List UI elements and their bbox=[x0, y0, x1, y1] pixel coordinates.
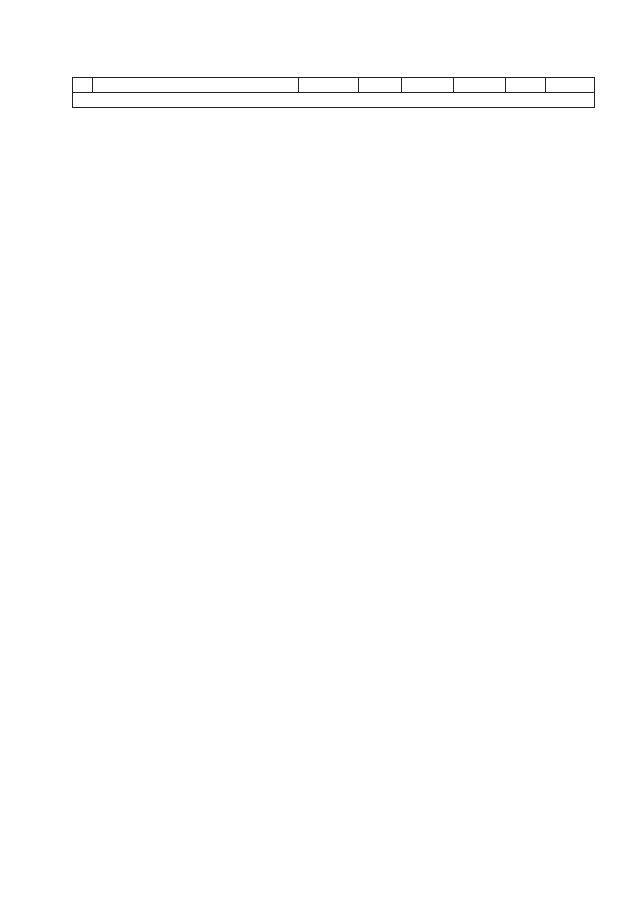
floor-row bbox=[73, 93, 595, 108]
column-header bbox=[506, 78, 546, 93]
floor-label bbox=[73, 93, 595, 108]
coordinates-table bbox=[72, 77, 595, 108]
column-header bbox=[93, 78, 299, 93]
column-header bbox=[546, 78, 595, 93]
column-header bbox=[402, 78, 454, 93]
column-header bbox=[299, 78, 359, 93]
floor-divider bbox=[73, 93, 595, 108]
column-header bbox=[359, 78, 402, 93]
column-header bbox=[73, 78, 93, 93]
column-header bbox=[454, 78, 506, 93]
header-row bbox=[73, 78, 595, 93]
